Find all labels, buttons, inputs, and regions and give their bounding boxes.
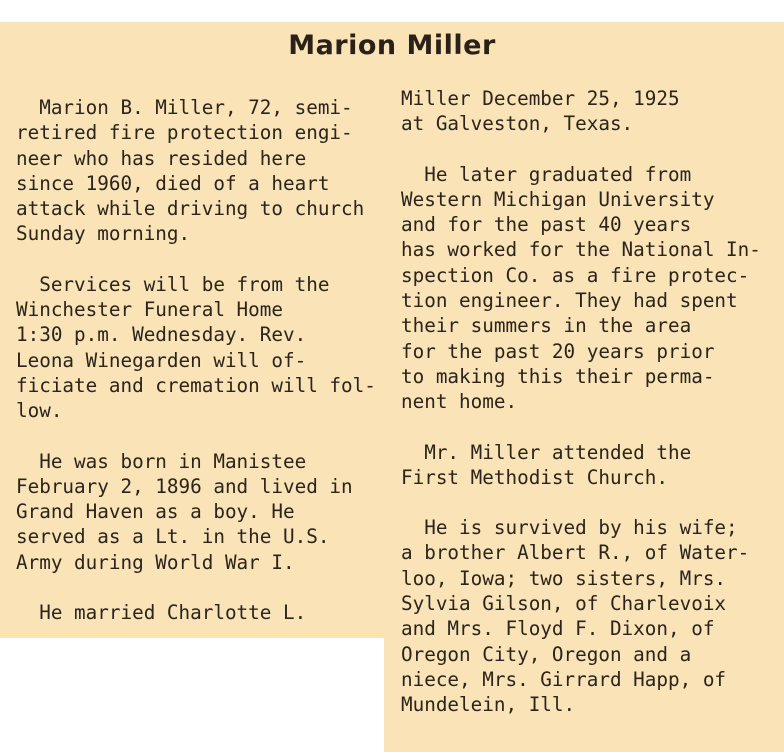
paragraph [16, 95, 365, 247]
text-line: attack while driving to church [16, 197, 365, 221]
text-line: Sunday morning. [16, 222, 191, 246]
text-line: Services will be from the [16, 272, 330, 296]
text-line: for the past 20 years prior [401, 339, 715, 363]
paragraph [401, 440, 737, 491]
text-line: tion engineer. They had spent [401, 289, 738, 313]
text-line: and Mrs. Floyd F. Dixon, of [401, 617, 715, 641]
text-line: Marion B. Miller, 72, semi- [16, 96, 353, 119]
paragraph [16, 272, 376, 424]
paragraph [401, 162, 761, 415]
text-line: retired fire protection engi- [16, 121, 353, 145]
text-line: ficiate and cremation will fol- [16, 373, 376, 397]
paragraph [401, 515, 750, 717]
text-line: Oregon City, Oregon and a [401, 642, 692, 666]
text-line: at Galveston, Texas. [401, 112, 634, 136]
text-line: spection Co. as a fire protec- [401, 263, 750, 287]
text-line: Leona Winegarden will of- [16, 348, 307, 372]
text-line: has worked for the National In- [401, 238, 761, 262]
text-line: loo, Iowa; two sisters, Mrs. [401, 566, 727, 590]
text-line: nent home. [401, 390, 518, 414]
paragraph [16, 449, 356, 575]
text-line: a brother Albert R., of Water- [401, 541, 750, 565]
text-line: Winchester Funeral Home [16, 298, 283, 322]
text-line: Western Michigan University [401, 187, 715, 211]
text-line: Army during World War I. [16, 550, 295, 574]
text-line: 1:30 p.m. Wednesday. Rev. [16, 323, 307, 347]
text-line: and for the past 40 years [401, 213, 692, 237]
text-line: Sylvia Gilson, of Charlevoix [401, 592, 727, 616]
text-line: neer who has resided here [16, 146, 307, 170]
text-line: He later graduated from [401, 162, 692, 186]
obituary-headline: Marion Miller [288, 30, 496, 61]
blank-corner [0, 638, 384, 752]
text-line: He married Charlotte L. [16, 601, 307, 625]
text-line: He was born in Manistee [16, 449, 307, 473]
text-line: to making this their perma- [401, 364, 715, 388]
right-column [401, 86, 761, 743]
text-line: February 2, 1896 and lived in [16, 474, 353, 498]
text-line: low. [16, 399, 63, 423]
text-line: served as a Lt. in the U.S. [16, 525, 330, 549]
paragraph [16, 600, 356, 625]
text-line: First Methodist Church. [401, 465, 668, 489]
text-line: since 1960, died of a heart [16, 171, 330, 195]
text-line: Grand Haven as a boy. He [16, 500, 295, 524]
text-line: He is survived by his wife; [401, 516, 738, 540]
text-line: Mr. Miller attended the [401, 440, 692, 464]
text-line: Mundelein, Ill. [401, 693, 576, 717]
text-line: niece, Mrs. Girrard Happ, of [401, 667, 727, 691]
text-line: their summers in the area [401, 314, 692, 338]
left-column [16, 95, 376, 650]
text-line: Miller December 25, 1925 [401, 87, 680, 110]
paragraph [401, 86, 737, 137]
